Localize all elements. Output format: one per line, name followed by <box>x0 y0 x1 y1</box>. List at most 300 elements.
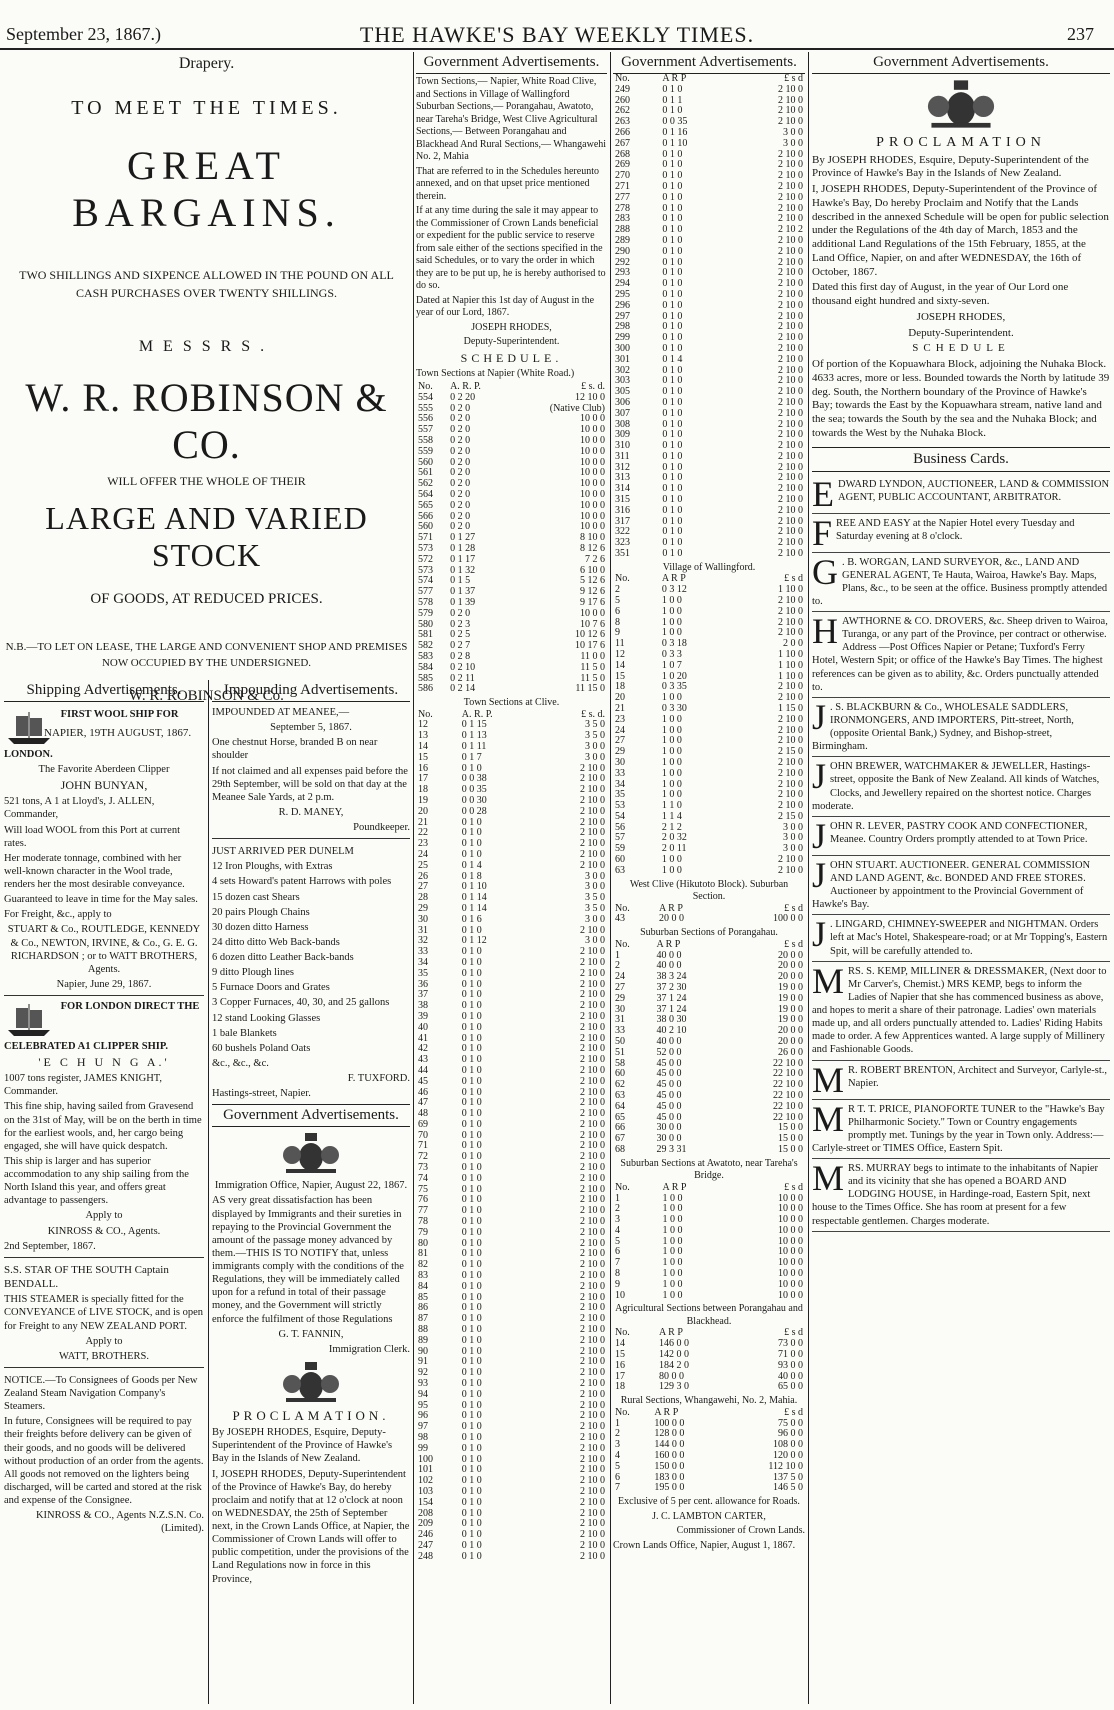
table-cell: 1 0 0 <box>662 1235 683 1247</box>
table-cell: 0 1 0 <box>461 1388 482 1400</box>
table-row <box>613 618 805 629</box>
table-cell: 8 12 6 <box>580 542 605 554</box>
table-cell: 4 <box>615 1449 620 1461</box>
table-cell: 267 <box>615 137 630 149</box>
table-cell: 85 <box>418 1291 428 1303</box>
table-row <box>613 1237 805 1248</box>
far-proclamation-by: By JOSEPH RHODES, Esquire, Deputy-Superintendent of the Province of Hawke's Bay in the Islands of New Zealand. <box>812 153 1089 180</box>
table-cell: 80 0 0 <box>659 1370 684 1382</box>
table-cell: 62 <box>615 1079 625 1091</box>
table-cell: 1 15 0 <box>778 702 803 714</box>
gov-mid-heading: Government Advertisements. <box>416 52 607 74</box>
table-row <box>416 1498 607 1509</box>
table-row <box>416 1368 607 1379</box>
table-cell: 0 1 0 <box>461 1507 482 1519</box>
table-cell: 556 <box>418 413 433 425</box>
table-cell: 53 <box>615 800 625 812</box>
table-row <box>416 425 607 436</box>
table-cell: 128 0 0 <box>654 1428 685 1440</box>
table-cell: 2 10 0 <box>580 1183 605 1195</box>
table-row <box>416 980 607 991</box>
table-cell: 310 <box>615 440 630 452</box>
table-cell: 26 <box>418 870 428 882</box>
table-row <box>613 128 805 139</box>
drop-cap: E <box>812 473 834 514</box>
table-cell: 11 5 0 <box>580 672 605 684</box>
table-cell: 573 <box>418 542 433 554</box>
table-cell: 2 10 0 <box>778 605 803 617</box>
table-cell: 33 <box>615 767 625 779</box>
table-cell: 260 <box>615 94 630 106</box>
table-cell: 10 0 0 <box>580 467 605 479</box>
ad2-ship: 'E C H U N G A.' <box>38 1055 170 1070</box>
table-cell: 271 <box>615 180 630 192</box>
table-cell: 137 5 0 <box>773 1471 803 1483</box>
table-cell: 10 0 0 <box>580 478 605 490</box>
table-cell: 297 <box>615 310 630 322</box>
table-cell: 56 <box>615 821 625 833</box>
table-cell: 2 0 0 <box>783 638 803 650</box>
ad2-body1: 1007 tons register, JAMES KNIGHT, Commander. <box>4 1073 163 1098</box>
table-cell: 2 10 0 <box>580 1485 605 1497</box>
table-row <box>416 969 607 980</box>
firm-name: W. R. ROBINSON & CO. <box>25 375 388 467</box>
table-header <box>613 1328 805 1339</box>
table-cell: 3 0 0 <box>783 137 803 149</box>
table-cell: 0 1 0 <box>662 83 683 95</box>
table-cell: 1 0 0 <box>661 778 682 790</box>
table-row <box>416 576 607 587</box>
table-cell: 2 10 0 <box>580 1075 605 1087</box>
table-cell: 2 10 0 <box>778 864 803 876</box>
table-cell: 96 0 0 <box>778 1428 803 1440</box>
table-cell: 30 <box>615 756 625 768</box>
table-cell: 0 1 0 <box>461 978 482 990</box>
table-cell: 0 0 35 <box>461 784 487 796</box>
table-cell: 0 1 0 <box>662 461 683 473</box>
table-row <box>613 639 805 650</box>
table-cell: 10 0 0 <box>778 1203 803 1215</box>
table-cell: 30 <box>615 1003 625 1015</box>
table-cell: 0 1 0 <box>461 924 482 936</box>
table-cell: 34 <box>418 956 428 968</box>
table-cell: 1 0 0 <box>662 1257 683 1269</box>
ad1-sub: The Favorite Aberdeen Clipper <box>38 764 170 776</box>
table-row <box>416 609 607 620</box>
table-cell: 2 10 0 <box>778 681 803 693</box>
table-cell: 2 10 0 <box>580 838 605 850</box>
table-cell: 18 <box>418 784 428 796</box>
table-cell: 557 <box>418 424 433 436</box>
gov-mid-column <box>416 52 607 1704</box>
agricultural-heading: Agricultural Sections between Porangahau and Blackhead. <box>615 1303 803 1327</box>
table-row <box>416 684 607 695</box>
table-row <box>613 268 805 279</box>
table-cell: 2 10 0 <box>580 1464 605 1476</box>
table-row <box>613 1026 805 1037</box>
agricultural-table <box>613 1328 805 1393</box>
table-cell: 11 <box>615 638 625 650</box>
far-schedule-body: Of portion of the Kopuawhara Block, adjoining the Nuhaka Block. 4633 acres, more or less. Bounded towards the North by latitude 39 deg. South, the Northern boundary of the Province of Hawke's Bay; towards the East by the Kopuawhara stream, native land and the sea; towards the South by the sea and the Nuhaka Block; and towards the West by the Nuhaka Block. <box>812 358 1110 439</box>
table-cell: 2 10 0 <box>580 1021 605 1033</box>
table-cell: 22 <box>418 827 428 839</box>
table-cell: 0 1 16 <box>662 126 688 138</box>
table-row <box>416 1433 607 1444</box>
table-cell: 15 <box>615 670 625 682</box>
table-row <box>416 818 607 829</box>
table-cell: 2 10 0 <box>580 1324 605 1336</box>
table-cell: 1 10 0 <box>778 670 803 682</box>
table-cell: 0 1 0 <box>461 1410 482 1422</box>
table-cell: 99 <box>418 1442 428 1454</box>
schedule-sub: Town Sections at Napier (White Road.) <box>416 367 575 379</box>
column-header: A R P <box>654 1406 679 1418</box>
table-cell: 0 1 0 <box>461 838 482 850</box>
table-cell: 1 0 0 <box>661 767 682 779</box>
table-row <box>613 1291 805 1302</box>
table-row <box>613 322 805 333</box>
table-cell: 0 1 0 <box>662 472 683 484</box>
table-cell: 288 <box>615 224 630 236</box>
table-row <box>613 1037 805 1048</box>
table-cell: 2 10 0 <box>580 805 605 817</box>
table-cell: 0 2 10 <box>450 661 476 673</box>
table-cell: 0 0 30 <box>461 794 487 806</box>
table-cell: 79 <box>418 1226 428 1238</box>
table-cell: 2 10 0 <box>580 1432 605 1443</box>
table-cell: 289 <box>615 234 630 246</box>
business-card <box>812 962 1110 1061</box>
table-cell: 10 7 6 <box>580 618 605 630</box>
table-cell: 8 10 0 <box>580 532 605 544</box>
table-cell: 0 1 14 <box>461 892 487 904</box>
table-cell: 0 1 0 <box>662 202 683 214</box>
table-cell: 208 <box>418 1507 433 1519</box>
table-row <box>613 801 805 812</box>
table-row <box>613 726 805 737</box>
table-row <box>613 193 805 204</box>
table-cell: 10 0 0 <box>778 1235 803 1247</box>
table-cell: 88 <box>418 1324 428 1336</box>
ad1-title: FIRST WOOL SHIP FOR LONDON. <box>4 709 179 760</box>
table-row <box>613 376 805 387</box>
table-row <box>416 1314 607 1325</box>
table-cell: 312 <box>615 461 630 473</box>
ad1-body2: Will load WOOL from this Port at current rates. <box>4 824 180 849</box>
table-cell: 24 <box>615 971 625 983</box>
ad1-body4: Guaranteed to leave in time for the May sales. <box>4 894 198 906</box>
table-cell: 2 10 0 <box>778 310 803 322</box>
table-cell: 306 <box>615 396 630 408</box>
great-bargains: GREAT BARGAINS. <box>72 143 341 235</box>
drop-cap: J <box>812 756 827 797</box>
table-cell: 0 1 0 <box>461 1108 482 1120</box>
table-cell: 37 1 24 <box>656 1003 687 1015</box>
table-cell: 46 <box>418 1086 428 1098</box>
table-cell: 45 0 0 <box>656 1111 682 1123</box>
table-cell: 2 10 0 <box>778 116 803 128</box>
table-cell: 278 <box>615 202 630 214</box>
table-row <box>416 1260 607 1271</box>
business-card-text: R T. T. PRICE, PIANOFORTE TUNER to the "Hawke's Bay Philharmonic Society." Town or Country engagements promptly met. Tunings by the year in Town only. Address:—Carlyle-street or TIMES Office, Eastern Spit. <box>812 1103 1105 1154</box>
impounding-column <box>212 680 410 1704</box>
table-cell: 60 <box>615 854 625 866</box>
table-row <box>613 961 805 972</box>
table-cell: 1 0 0 <box>661 605 682 617</box>
far-proclamation-sig: JOSEPH RHODES, <box>916 310 1006 323</box>
table-cell: 10 0 0 <box>778 1268 803 1280</box>
table-cell: 19 <box>418 794 428 806</box>
ship-icon <box>4 708 54 748</box>
gov-far-column <box>812 52 1110 1704</box>
table-cell: 90 <box>418 1345 428 1357</box>
table-row <box>613 463 805 474</box>
table-row <box>416 828 607 839</box>
dunelm-sig: F. TUXFORD. <box>347 1073 410 1084</box>
table-cell: 3 5 0 <box>585 730 605 742</box>
table-row <box>416 522 607 533</box>
table-cell: 2 10 0 <box>580 1194 605 1206</box>
table-cell: 3 5 0 <box>585 892 605 904</box>
table-row <box>613 527 805 538</box>
table-cell: 247 <box>418 1539 433 1551</box>
table-cell: 144 0 0 <box>654 1439 685 1451</box>
list-item: 5 Furnace Doors and Grates <box>212 982 330 994</box>
business-card-text: DWARD LYNDON, AUCTIONEER, LAND & COMMISSION AGENT, PUBLIC ACCOUNTANT, ARBITRATOR. <box>838 478 1110 503</box>
table-row <box>613 650 805 661</box>
table-row <box>416 720 607 731</box>
table-cell: 0 1 0 <box>461 1172 482 1184</box>
table-cell: 2 10 0 <box>778 548 803 560</box>
table-row <box>416 1530 607 1541</box>
table-cell: 43 <box>615 913 625 925</box>
sale-role: Deputy-Superintendent. <box>463 336 560 347</box>
table-cell: 2 10 0 <box>778 396 803 408</box>
table-cell: 3 0 0 <box>585 913 605 925</box>
list-item: 20 pairs Plough Chains <box>212 906 310 918</box>
table-cell: 40 0 0 <box>656 960 682 972</box>
table-cell: 73 0 0 <box>778 1338 803 1350</box>
table-cell: 20 0 0 <box>778 1035 803 1047</box>
business-card-text: . LINGARD, CHIMNEY-SWEEPER and NIGHTMAN. Orders left at Mac's Hotel, Shakespeare-road; or at Mr Topping's, Eastern Spit, will be carefully attended to. <box>830 919 1108 957</box>
table-cell: 292 <box>615 256 630 268</box>
table-cell: 0 2 0 <box>450 456 471 468</box>
table-cell: 323 <box>615 537 630 549</box>
business-card <box>812 915 1110 961</box>
messrs: MESSRS. <box>138 338 275 355</box>
impound-body: One chestnut Horse, branded B on near shoulder <box>212 737 378 762</box>
table-cell: 11 15 0 <box>575 683 605 695</box>
table-cell: 0 1 0 <box>662 191 683 203</box>
table-cell: 2 10 0 <box>778 159 803 171</box>
table-cell: 2 10 0 <box>580 1388 605 1400</box>
royal-crest-icon <box>276 1360 346 1404</box>
table-cell: 98 <box>418 1432 428 1443</box>
impound-sig: R. D. MANEY, <box>278 806 344 818</box>
table-cell: 0 1 0 <box>461 1097 482 1109</box>
business-card-text: . B. WORGAN, LAND SURVEYOR, &c., LAND AND GENERAL AGENT, Te Hauta, Wairoa, Hawke's Bay. Maps, Plans, &c., to be seen at the office. Business promptly attended to. <box>812 556 1108 607</box>
business-card <box>812 553 1110 613</box>
table-cell: 263 <box>615 116 630 128</box>
column-header: No. <box>615 1406 630 1418</box>
table-cell: 73 <box>418 1162 428 1174</box>
table-cell: 2 10 0 <box>580 1216 605 1228</box>
table-row <box>416 926 607 937</box>
table-row <box>613 409 805 420</box>
impound-title: IMPOUNDED AT MEANEE,— <box>212 707 350 718</box>
table-cell: 29 <box>615 746 625 758</box>
drop-cap: G <box>812 551 838 592</box>
table-cell: 2 10 0 <box>778 407 803 419</box>
shipping-heading: Shipping Advertisements. <box>4 680 204 702</box>
table-cell: 10 0 0 <box>580 445 605 457</box>
table-row <box>416 598 607 609</box>
table-cell: 0 1 0 <box>461 1550 482 1562</box>
royal-crest-icon <box>916 78 1006 130</box>
table-cell: 584 <box>418 661 433 673</box>
table-cell: 6 <box>615 605 620 617</box>
table-cell: 0 2 0 <box>450 413 471 425</box>
table-cell: 0 2 0 <box>450 478 471 490</box>
crown-sig: J. C. LAMBTON CARTER, <box>652 1510 766 1522</box>
table-cell: 0 1 0 <box>461 946 482 958</box>
table-row <box>613 607 805 618</box>
table-row <box>416 468 607 479</box>
drop-cap: J <box>812 696 827 737</box>
table-cell: 2 10 0 <box>580 1518 605 1530</box>
table-cell: 560 <box>418 456 433 468</box>
list-item: 15 dozen cast Shears <box>212 891 300 903</box>
table-cell: 10 12 6 <box>575 629 605 641</box>
table-cell: 2 10 0 <box>778 94 803 106</box>
table-cell: 322 <box>615 526 630 538</box>
table-row <box>613 484 805 495</box>
table-cell: 142 0 0 <box>659 1349 689 1361</box>
table-cell: 555 <box>418 402 433 414</box>
table-row <box>613 96 805 107</box>
table-cell: 71 0 0 <box>778 1349 803 1361</box>
table-cell: 0 1 0 <box>461 1226 482 1238</box>
table-cell: 564 <box>418 488 433 500</box>
table-row <box>613 780 805 791</box>
table-cell: 3 <box>615 1214 620 1226</box>
table-cell: 1 0 0 <box>661 746 682 758</box>
table-cell: 309 <box>615 429 630 441</box>
table-cell: 583 <box>418 650 433 662</box>
table-cell: 561 <box>418 467 433 479</box>
table-cell: 296 <box>615 299 630 311</box>
newspaper-title: THE HAWKE'S BAY WEEKLY TIMES. <box>359 22 755 47</box>
table-cell: 41 <box>418 1032 428 1044</box>
table-cell: 2 10 0 <box>580 859 605 871</box>
table-cell: 160 0 0 <box>654 1449 685 1461</box>
table-cell: 112 10 0 <box>768 1460 803 1472</box>
table-cell: 2 10 0 <box>778 418 803 430</box>
table-cell: 2 10 0 <box>778 245 803 257</box>
table-cell: 0 1 0 <box>662 170 683 182</box>
table-cell: 2 10 0 <box>580 1410 605 1422</box>
table-cell: 2 10 0 <box>580 1496 605 1508</box>
table-cell: 0 2 0 <box>450 434 471 446</box>
drop-cap: M <box>812 1059 845 1100</box>
table-cell: 0 1 0 <box>461 956 482 968</box>
nb-notice: N.B.—TO LET ON LEASE, THE LARGE AND CONVENIENT SHOP AND PREMISES NOW OCCUPIED BY THE UNDERSIGNED. <box>5 640 408 669</box>
table-cell: 10 0 0 <box>778 1192 803 1204</box>
table-cell: 1 <box>615 1417 620 1429</box>
table-cell: 2 10 0 <box>778 537 803 549</box>
table-cell: 0 1 0 <box>662 224 683 236</box>
clive-sections-table <box>416 710 607 1563</box>
table-cell: 2 10 0 <box>778 854 803 866</box>
table-cell: 84 <box>418 1280 428 1292</box>
table-cell: 2 10 0 <box>580 1043 605 1055</box>
table-row <box>416 774 607 785</box>
table-cell: 0 1 28 <box>450 542 476 554</box>
table-row <box>613 473 805 484</box>
ad1-agents: STUART & Co., ROUTLEDGE, KENNEDY & Co., NEWTON, IRVINE, & Co., G. E. G. RICHARDSON ; or to WATT BROTHERS, Agents. <box>7 924 201 975</box>
column-header: A. R. P. <box>450 381 481 392</box>
table-cell: 59 <box>615 843 625 855</box>
table-row <box>416 1422 607 1433</box>
table-cell: 80 <box>418 1237 428 1249</box>
table-row <box>416 1293 607 1304</box>
table-cell: 0 1 0 <box>461 1345 482 1357</box>
business-card-text: RS. MURRAY begs to intimate to the inhabitants of Napier and its vicinity that she has opened a BOARD AND LODGING HOUSE, in Hardinge-road, Eastern Spit, next house to the Times Office. She has room at present for a few respectable gentlemen. Charges moderate. <box>812 1163 1099 1227</box>
list-item: 1 bale Blankets <box>212 1027 277 1039</box>
table-row <box>416 1487 607 1498</box>
table-cell: 10 0 0 <box>778 1246 803 1258</box>
table-cell: 0 1 39 <box>450 596 476 608</box>
drop-cap: J <box>812 854 827 895</box>
table-cell: 26 0 0 <box>778 1046 803 1058</box>
table-cell: 0 2 20 <box>450 391 476 403</box>
table-cell: 10 0 0 <box>778 1289 803 1301</box>
gov-right-heading: Government Advertisements. <box>613 52 805 74</box>
table-cell: 30 <box>418 913 428 925</box>
table-row <box>416 1001 607 1012</box>
table-cell: 0 2 3 <box>450 618 471 630</box>
sale-sig: JOSEPH RHODES, <box>471 321 552 333</box>
table-row <box>416 1541 607 1552</box>
table-cell: 1 0 0 <box>661 627 682 639</box>
business-card-text: OHN STUART. AUCTIONEER. GENERAL COMMISSION AND LAND AGENT, &c. BONDED AND FREE STORES. Auctioneer by appointment to the Provincial Government of Hawke's Bay. <box>812 859 1091 911</box>
ad4-title: NOTICE.—To Consignees of Goods per New Zealand Steam Navigation Company's Steamers. <box>4 1374 198 1413</box>
table-cell: 2 10 0 <box>778 83 803 95</box>
table-row <box>416 1552 607 1563</box>
table-cell: 1 0 0 <box>661 756 682 768</box>
page-header <box>0 0 1114 47</box>
table-row <box>416 1034 607 1045</box>
table-row <box>416 893 607 904</box>
table-row <box>416 641 607 652</box>
table-row <box>613 1258 805 1269</box>
column-header: A. R. P. <box>461 708 493 720</box>
column-header: £ s d <box>784 1181 803 1193</box>
table-cell: 1 0 0 <box>662 1214 683 1226</box>
table-cell: 83 <box>418 1270 428 1282</box>
table-row <box>416 1217 607 1228</box>
column-header: £ s d <box>784 1406 803 1418</box>
column-header: A R P <box>659 902 683 914</box>
table-cell: 3 5 0 <box>585 719 605 731</box>
table-row <box>416 1055 607 1066</box>
business-card <box>812 757 1110 817</box>
table-cell: 0 1 0 <box>662 278 683 290</box>
table-cell: 0 2 11 <box>450 672 475 684</box>
table-cell: 1 0 0 <box>662 1278 683 1290</box>
table-cell: 2 10 0 <box>580 956 605 968</box>
ad1-body1: 521 tons, A 1 at Lloyd's, J. ALLEN, Commander, <box>4 796 155 821</box>
